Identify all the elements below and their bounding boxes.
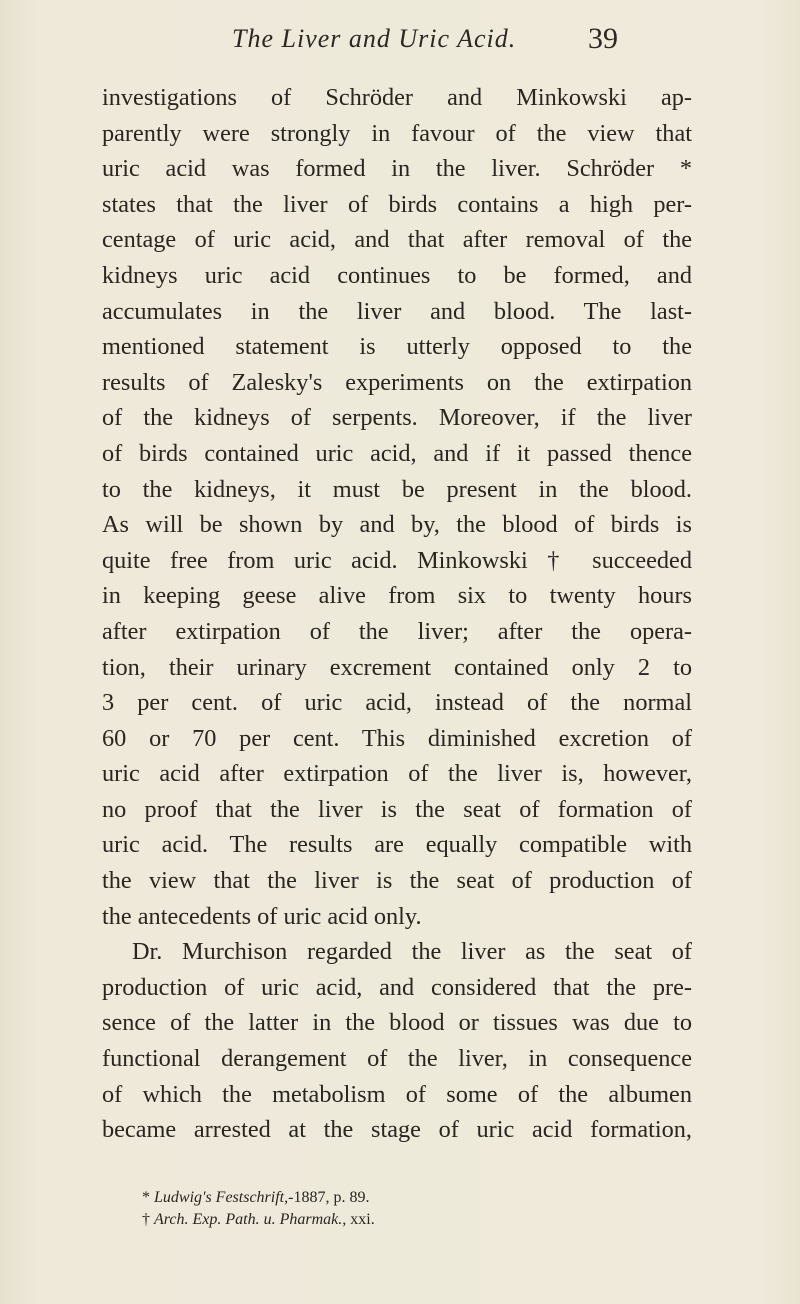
footnote-source: Arch. Exp. Path. u. Pharmak., — [154, 1211, 347, 1228]
text-line: uric acid after extirpation of the liver is, however, — [102, 760, 692, 788]
text-line: investigations of Schröder and Minkowski ap- — [102, 84, 692, 111]
footnote — [142, 1209, 682, 1231]
text-line: functional derangement of the liver, in consequence — [102, 1045, 692, 1073]
text-line: As will be shown by and by, the blood of birds is — [102, 511, 692, 539]
text-line: became arrested at the stage of uric acid formation, — [102, 1116, 692, 1144]
footnote-source: Ludwig's Festschrift, — [154, 1189, 289, 1206]
text-line: to the kidneys, it must be present in the blood. — [102, 475, 692, 503]
text-line: production of uric acid, and considered that the pre- — [102, 973, 692, 1001]
text-line: after extirpation of the liver; after the opera- — [102, 617, 692, 645]
text-line: states that the liver of birds contains a high per- — [102, 190, 692, 218]
text-line: Dr. Murchison regarded the liver as the seat of — [132, 938, 692, 966]
running-title: The Liver and Uric Acid. — [232, 24, 517, 53]
text-line: 3 per cent. of uric acid, instead of the normal — [102, 689, 692, 717]
text-line: uric acid was formed in the liver. Schröder * — [102, 155, 692, 183]
text-line: of which the metabolism of some of the albumen — [102, 1080, 692, 1108]
body-text — [102, 80, 692, 1148]
text-line: the view that the liver is the seat of production of — [102, 867, 692, 895]
text-line: tion, their urinary excrement contained only 2 to — [102, 653, 692, 681]
text-line: sence of the latter in the blood or tissues was due to — [102, 1009, 692, 1037]
text-line: parently were strongly in favour of the view that — [102, 119, 692, 147]
footnote — [142, 1187, 682, 1209]
footnotes — [142, 1187, 682, 1231]
text-line: the antecedents of uric acid only. — [102, 902, 422, 930]
text-line: of birds contained uric acid, and if it passed thence — [102, 439, 692, 467]
text-line: centage of uric acid, and that after removal of the — [102, 226, 692, 254]
page-number: 39 — [588, 22, 618, 55]
footnote-mark: † — [142, 1211, 150, 1228]
text-line: in keeping geese alive from six to twenty hours — [102, 582, 692, 610]
text-line: results of Zalesky's experiments on the extirpation — [102, 368, 692, 396]
text-line: accumulates in the liver and blood. The last- — [102, 297, 692, 325]
text-line: quite free from uric acid. Minkowski † succeeded — [102, 546, 692, 574]
text-line: 60 or 70 per cent. This diminished excretion of — [102, 724, 692, 752]
text-line: uric acid. The results are equally compatible with — [102, 831, 692, 859]
text-line: mentioned statement is utterly opposed to the — [102, 333, 692, 361]
text-line: kidneys uric acid continues to be formed, and — [102, 261, 692, 289]
footnote-mark: * — [142, 1189, 150, 1206]
text-line: of the kidneys of serpents. Moreover, if the liver — [102, 404, 692, 432]
text-line: no proof that the liver is the seat of formation of — [102, 795, 692, 823]
footnote-detail: -1887, p. 89. — [288, 1189, 370, 1206]
footnote-detail: xxi. — [346, 1211, 375, 1228]
